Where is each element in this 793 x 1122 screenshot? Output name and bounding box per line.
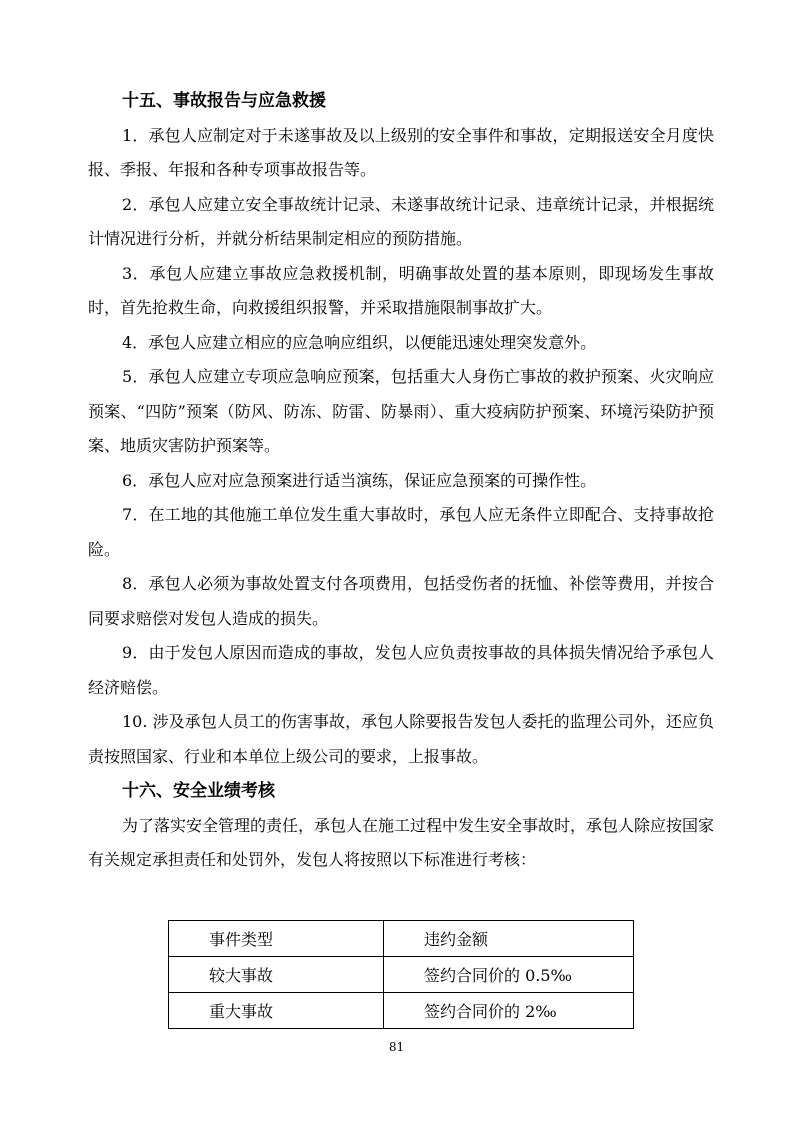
paragraph-10: 10. 涉及承包人员工的伤害事故，承包人除要报告发包人委托的监理公司外，还应负责按照国家、行业和本单位上级公司的要求，上报事故。 <box>88 712 714 766</box>
paragraph-4: 4．承包人应建立相应的应急响应组织，以便能迅速处理突发意外。 <box>122 332 597 352</box>
table-header-penalty-amount: 违约金额 <box>384 921 634 957</box>
paragraph-9: 9．由于发包人原因而造成的事故，发包人应负责按事故的具体损失情况给予承包人经济赔偿。 <box>88 643 714 697</box>
paragraph-8: 8．承包人必须为事故处置支付各项费用，包括受伤者的抚恤、补偿等费用，并按合同要求赔偿对发包人造成的损失。 <box>88 574 714 628</box>
paragraph-2: 2．承包人应建立安全事故统计记录、未遂事故统计记录、违章统计记录，并根据统计情况进行分析，并就分析结果制定相应的预防措施。 <box>88 194 714 248</box>
paragraph-5: 5．承包人应建立专项应急响应预案，包括重大人身伤亡事故的救护预案、火灾响应预案、“四防”预案（防风、防冻、防雷、防暴雨）、重大疫病防护预案、环境污染防护预案、地质灾害防护预案等。 <box>88 367 714 455</box>
paragraph-7: 7．在工地的其他施工单位发生重大事故时，承包人应无条件立即配合、支持事故抢险。 <box>88 505 714 559</box>
table-header-row <box>169 921 634 957</box>
section-heading-accident-report: 十五、事故报告与应急救援 <box>122 91 326 111</box>
paragraph-3: 3．承包人应建立事故应急救援机制，明确事故处置的基本原则，即现场发生事故时，首先抢救生命，向救援组织报警，并采取措施限制事故扩大。 <box>88 263 714 317</box>
table-cell-penalty-amount: 签约合同价的 2‰ <box>384 993 634 1029</box>
penalty-table <box>168 920 634 1029</box>
paragraph-1: 1．承包人应制定对于未遂事故及以上级别的安全事件和事故，定期报送安全月度快报、季报、年报和各种专项事故报告等。 <box>88 125 714 179</box>
paragraph-6: 6．承包人应对应急预案进行适当演练，保证应急预案的可操作性。 <box>122 470 597 490</box>
document-body <box>88 84 714 878</box>
table-cell-event-type: 较大事故 <box>169 957 384 993</box>
table-cell-event-type: 重大事故 <box>169 993 384 1029</box>
table-cell-penalty-amount: 签约合同价的 0.5‰ <box>384 957 634 993</box>
table-header-event-type: 事件类型 <box>169 921 384 957</box>
section-heading-safety-assessment: 十六、安全业绩考核 <box>122 781 275 801</box>
page-number: 81 <box>388 1040 405 1054</box>
table-row <box>169 957 634 993</box>
table-row <box>169 993 634 1029</box>
paragraph-assessment-intro: 为了落实安全管理的责任，承包人在施工过程中发生安全事故时，承包人除应按国家有关规定承担责任和处罚外，发包人将按照以下标准进行考核： <box>88 815 715 869</box>
